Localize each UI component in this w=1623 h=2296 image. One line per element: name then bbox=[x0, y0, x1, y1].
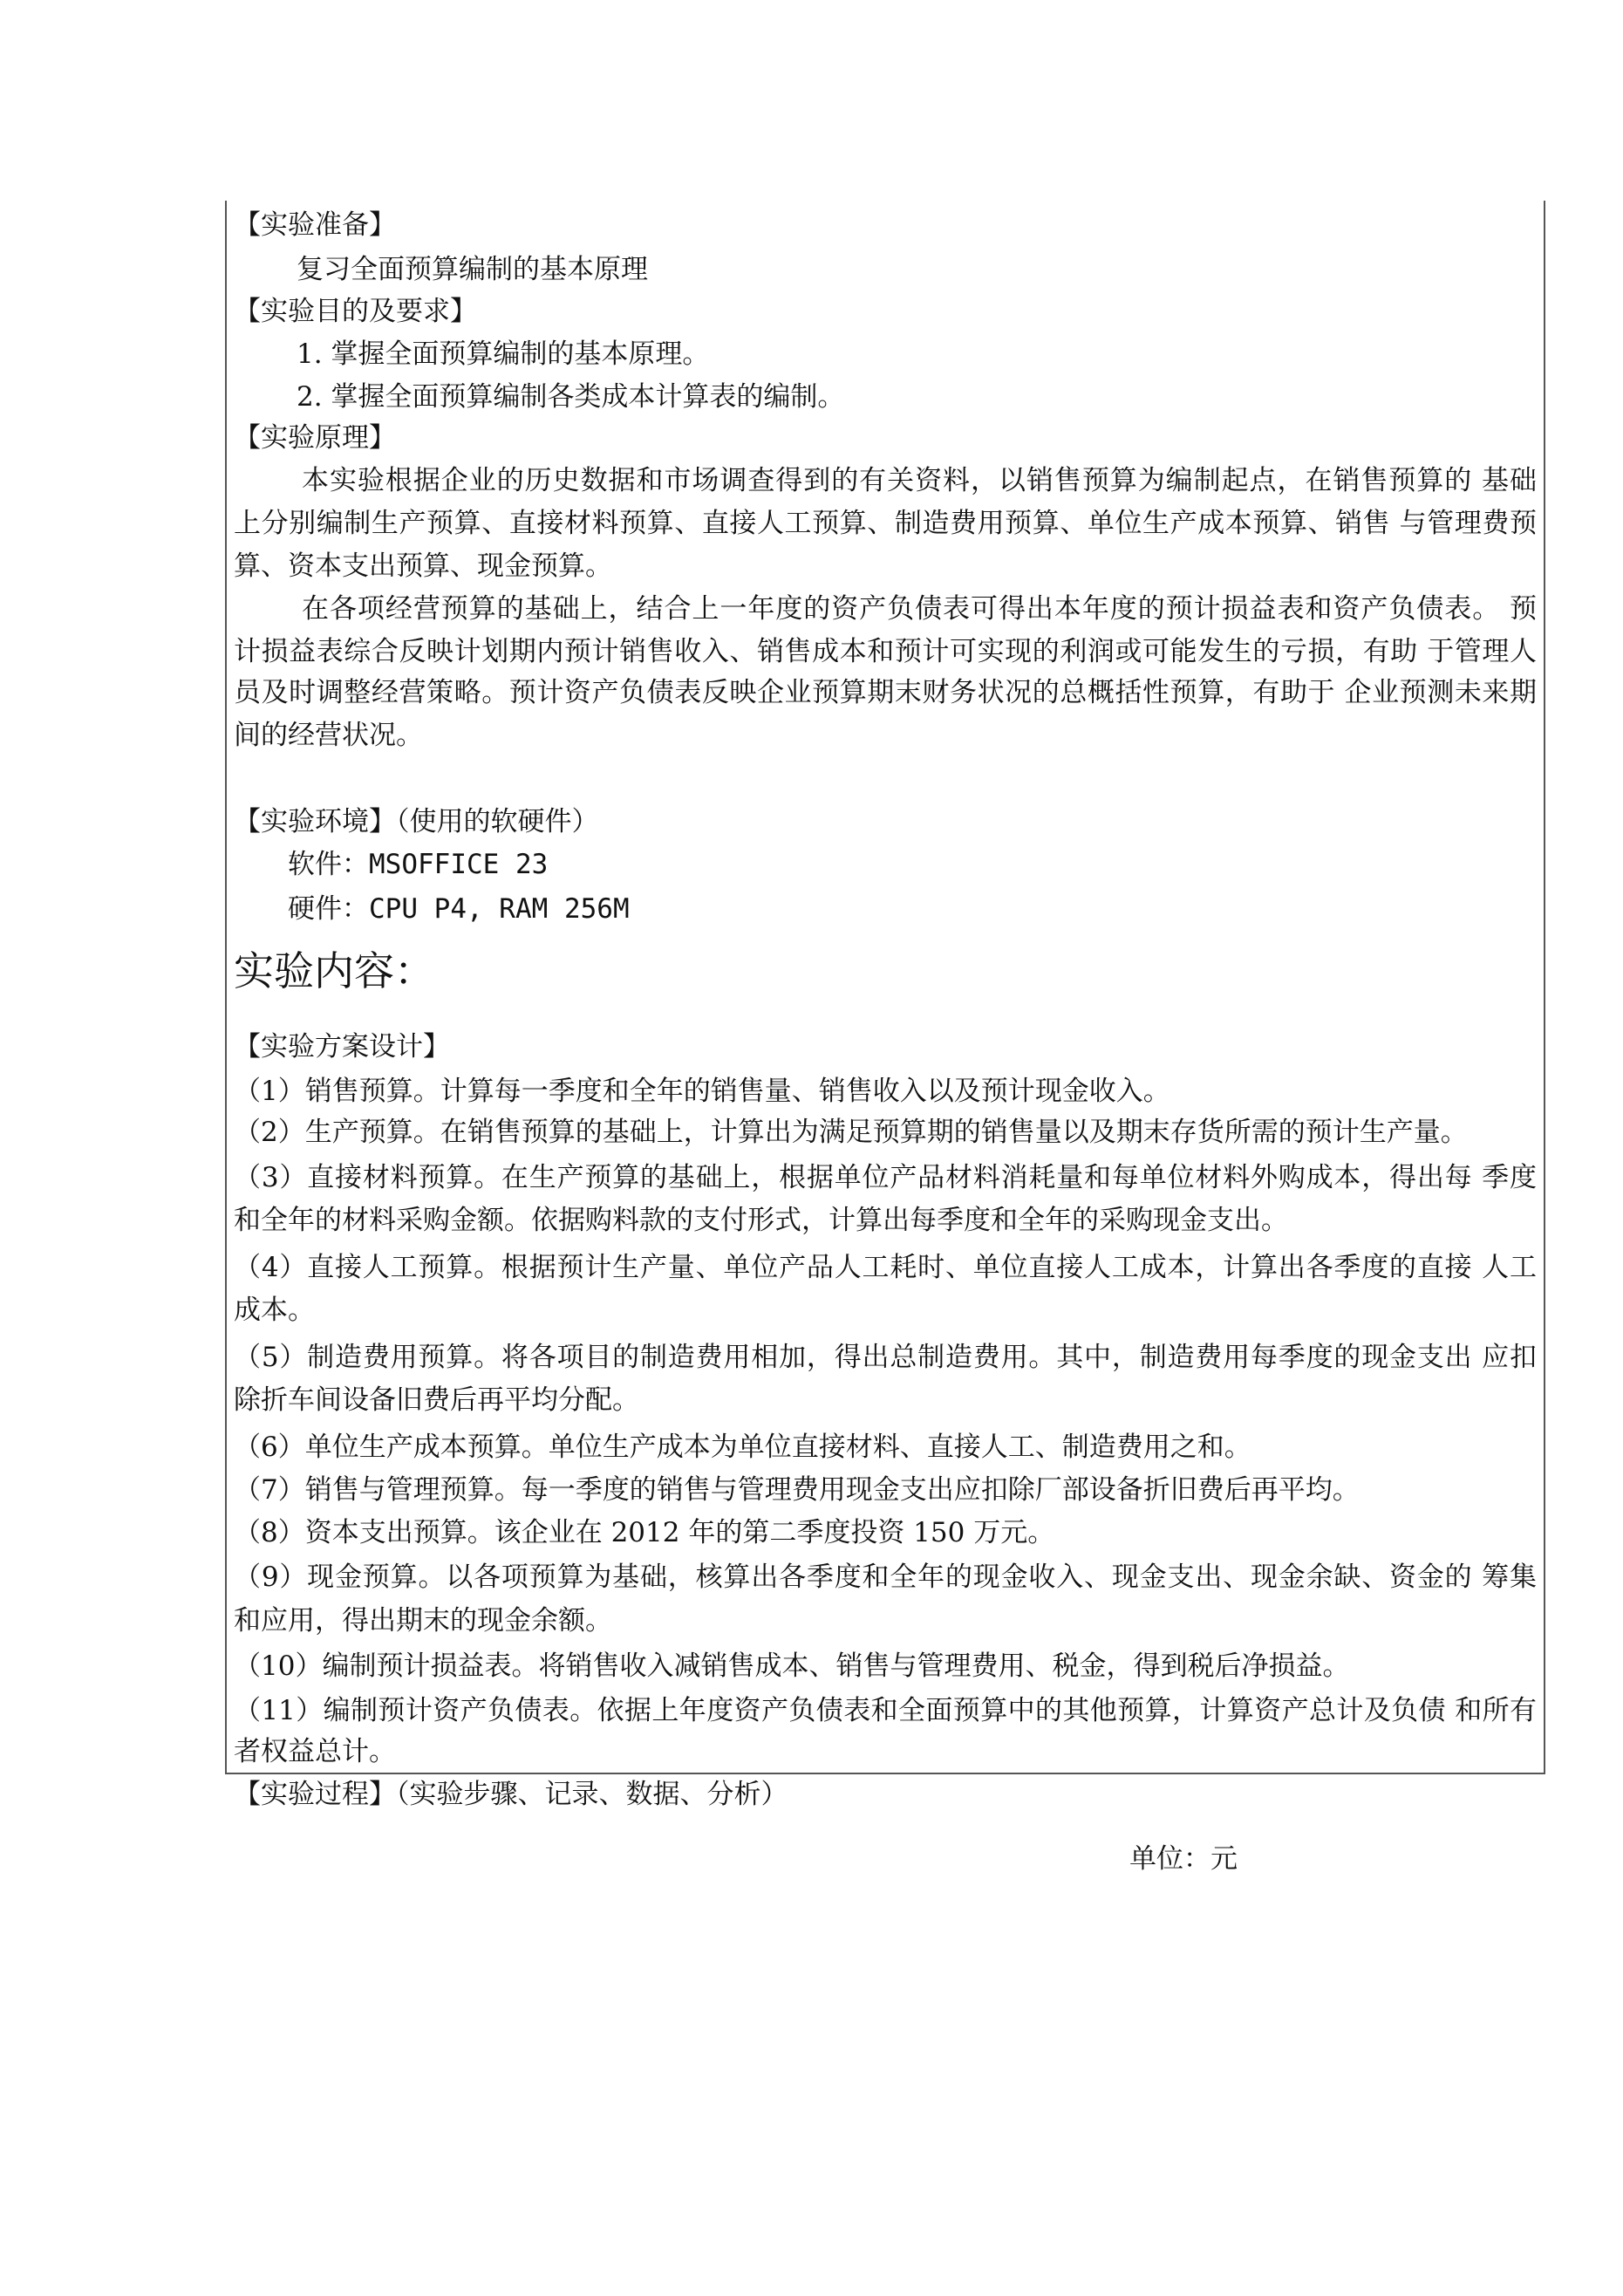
principle-line: 上分别编制生产预算、直接材料预算、直接人工预算、制造费用预算、单位生产成本预算、销售 与管理费预 bbox=[234, 508, 1537, 539]
design-line: （11）编制预计资产负债表。依据上年度资产负债表和全面预算中的其他预算，计算资产总计及负债 和所有 bbox=[234, 1695, 1537, 1726]
prep-heading: 【实验准备】 bbox=[234, 209, 396, 241]
goal-item: 1. 掌握全面预算编制的基本原理。 bbox=[297, 338, 710, 370]
design-line: 成本。 bbox=[234, 1295, 315, 1326]
goals-heading: 【实验目的及要求】 bbox=[234, 296, 477, 327]
design-heading: 【实验方案设计】 bbox=[234, 1031, 450, 1063]
design-line: （8）资本支出预算。该企业在 2012 年的第二季度投资 150 万元。 bbox=[234, 1517, 1055, 1548]
principle-line: 计损益表综合反映计划期内预计销售收入、销售成本和预计可实现的利润或可能发生的亏损，有助 于管理人 bbox=[234, 636, 1537, 667]
prep-text: 复习全面预算编制的基本原理 bbox=[297, 254, 648, 285]
design-line: （3）直接材料预算。在生产预算的基础上，根据单位产品材料消耗量和每单位材料外购成本，得出每 季度 bbox=[234, 1162, 1537, 1193]
principle-line: 间的经营状况。 bbox=[234, 720, 423, 751]
goal-item: 2. 掌握全面预算编制各类成本计算表的编制。 bbox=[297, 381, 845, 413]
design-line: （2）生产预算。在销售预算的基础上，计算出为满足预算期的销售量以及期末存货所需的预计生产量。 bbox=[234, 1117, 1468, 1148]
design-line: （10）编制预计损益表。将销售收入减销售成本、销售与管理费用、税金，得到税后净损益。 bbox=[234, 1650, 1350, 1682]
design-line: （6）单位生产成本预算。单位生产成本为单位直接材料、直接人工、制造费用之和。 bbox=[234, 1432, 1251, 1463]
content-title: 实验内容： bbox=[234, 947, 434, 994]
env-software: 软件：MSOFFICE 23 bbox=[288, 849, 549, 880]
design-line: 者权益总计。 bbox=[234, 1736, 396, 1767]
env-hardware: 硬件：CPU P4, RAM 256M bbox=[288, 893, 630, 925]
env-heading: 【实验环境】（使用的软硬件） bbox=[234, 806, 599, 837]
design-line: （1）销售预算。计算每一季度和全年的销售量、销售收入以及预计现金收入。 bbox=[234, 1076, 1170, 1107]
design-line: （5）制造费用预算。将各项目的制造费用相加，得出总制造费用。其中，制造费用每季度的现金支出 应扣 bbox=[234, 1342, 1537, 1373]
process-heading: 【实验过程】（实验步骤、记录、数据、分析） bbox=[234, 1779, 788, 1810]
design-line: （9）现金预算。以各项预算为基础，核算出各季度和全年的现金收入、现金支出、现金余缺、资金的 筹集 bbox=[234, 1561, 1537, 1593]
principle-line: 本实验根据企业的历史数据和市场调查得到的有关资料，以销售预算为编制起点，在销售预算的 基础 bbox=[302, 465, 1537, 496]
principle-line: 员及时调整经营策略。预计资产负债表反映企业预算期末财务状况的总概括性预算，有助于 企业预测未来期 bbox=[234, 677, 1537, 708]
principle-line: 算、资本支出预算、现金预算。 bbox=[234, 550, 612, 582]
design-line: （7）销售与管理预算。每一季度的销售与管理费用现金支出应扣除厂部设备折旧费后再平均。 bbox=[234, 1474, 1360, 1506]
design-line: 和应用，得出期末的现金余额。 bbox=[234, 1605, 612, 1637]
principle-heading: 【实验原理】 bbox=[234, 422, 396, 454]
unit-label: 单位：元 bbox=[1129, 1843, 1238, 1875]
principle-line: 在各项经营预算的基础上，结合上一年度的资产负债表可得出本年度的预计损益表和资产负债表。 预 bbox=[302, 593, 1537, 625]
design-line: （4）直接人工预算。根据预计生产量、单位产品人工耗时、单位直接人工成本，计算出各季度的直接 人工 bbox=[234, 1252, 1537, 1283]
design-line: 除折车间设备旧费后再平均分配。 bbox=[234, 1384, 639, 1416]
design-line: 和全年的材料采购金额。依据购料款的支付形式，计算出每季度和全年的采购现金支出。 bbox=[234, 1205, 1288, 1236]
